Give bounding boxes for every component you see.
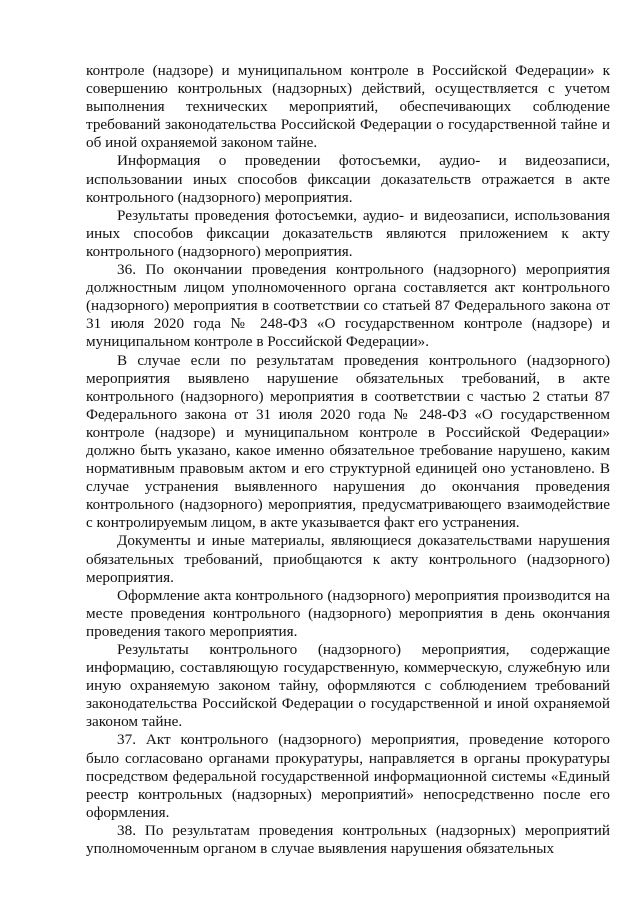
paragraph-secret-results: Результаты контрольного (надзорного) мероприятия, содержащие информацию, составляющую государственную, коммерческую, служебную или иную охраняемую законом тайну, оформляются с соблюдением требований законодательства Российской Федерации о государственной и иной охраняемой законом тайне. <box>86 641 610 731</box>
paragraph-documents: Документы и иные материалы, являющиеся доказательствами нарушения обязательных требований, приобщаются к акту контрольного (надзорного) мероприятия. <box>86 532 610 586</box>
paragraph-37: 37. Акт контрольного (надзорного) мероприятия, проведение которого было согласовано органами прокуратуры, направляется в органы прокуратуры посредством федеральной государственной информационной системы «Единый реестр контрольных (надзорных) мероприятий» непосредственно после его оформления. <box>86 731 610 821</box>
paragraph-photo-results: Результаты проведения фотосъемки, аудио- и видеозаписи, использования иных способов фиксации доказательств являются приложением к акту контрольного (надзорного) мероприятия. <box>86 206 610 260</box>
paragraph-violation-case: В случае если по результатам проведения контрольного (надзорного) мероприятия выявлено нарушение обязательных требований, в акте контрольного (надзорного) мероприятия в соответствии с частью 2 статьи 87 Федерального закона от 31 июля 2020 года № 248-ФЗ «О государственном контроле (надзоре) и муниципальном контроле в Российской Федерации» должно быть указано, какое именно обязательное требование нарушено, каким нормативным правовым актом и его структурной единицей оно установлено. В случае устранения выявленного нарушения до окончания проведения контрольного (надзорного) мероприятия, предусматривающего взаимодействие с контролируемым лицом, в акте указывается факт его устранения. <box>86 351 610 532</box>
document-page <box>86 62 610 858</box>
paragraph-act-formation: Оформление акта контрольного (надзорного) мероприятия производится на месте проведения контрольного (надзорного) мероприятия в день окончания проведения такого мероприятия. <box>86 586 610 640</box>
paragraph-continuation: контроле (надзоре) и муниципальном контроле в Российской Федерации» к совершению контрольных (надзорных) действий, осуществляется с учетом выполнения технических мероприятий, обеспечивающих соблюдение требований законодательства Российской Федерации о государственной тайне и об иной охраняемой законом тайне. <box>86 62 610 152</box>
paragraph-36: 36. По окончании проведения контрольного (надзорного) мероприятия должностным лицом уполномоченного органа составляется акт контрольного (надзорного) мероприятия в соответствии со статьей 87 Федерального закона от 31 июля 2020 года № 248-ФЗ «О государственном контроле (надзоре) и муниципальном контроле в Российской Федерации». <box>86 261 610 351</box>
paragraph-photo-info: Информация о проведении фотосъемки, аудио- и видеозаписи, использовании иных способов фиксации доказательств отражается в акте контрольного (надзорного) мероприятия. <box>86 152 610 206</box>
paragraph-38: 38. По результатам проведения контрольных (надзорных) мероприятий уполномоченным органом в случае выявления нарушения обязательных <box>86 821 610 858</box>
